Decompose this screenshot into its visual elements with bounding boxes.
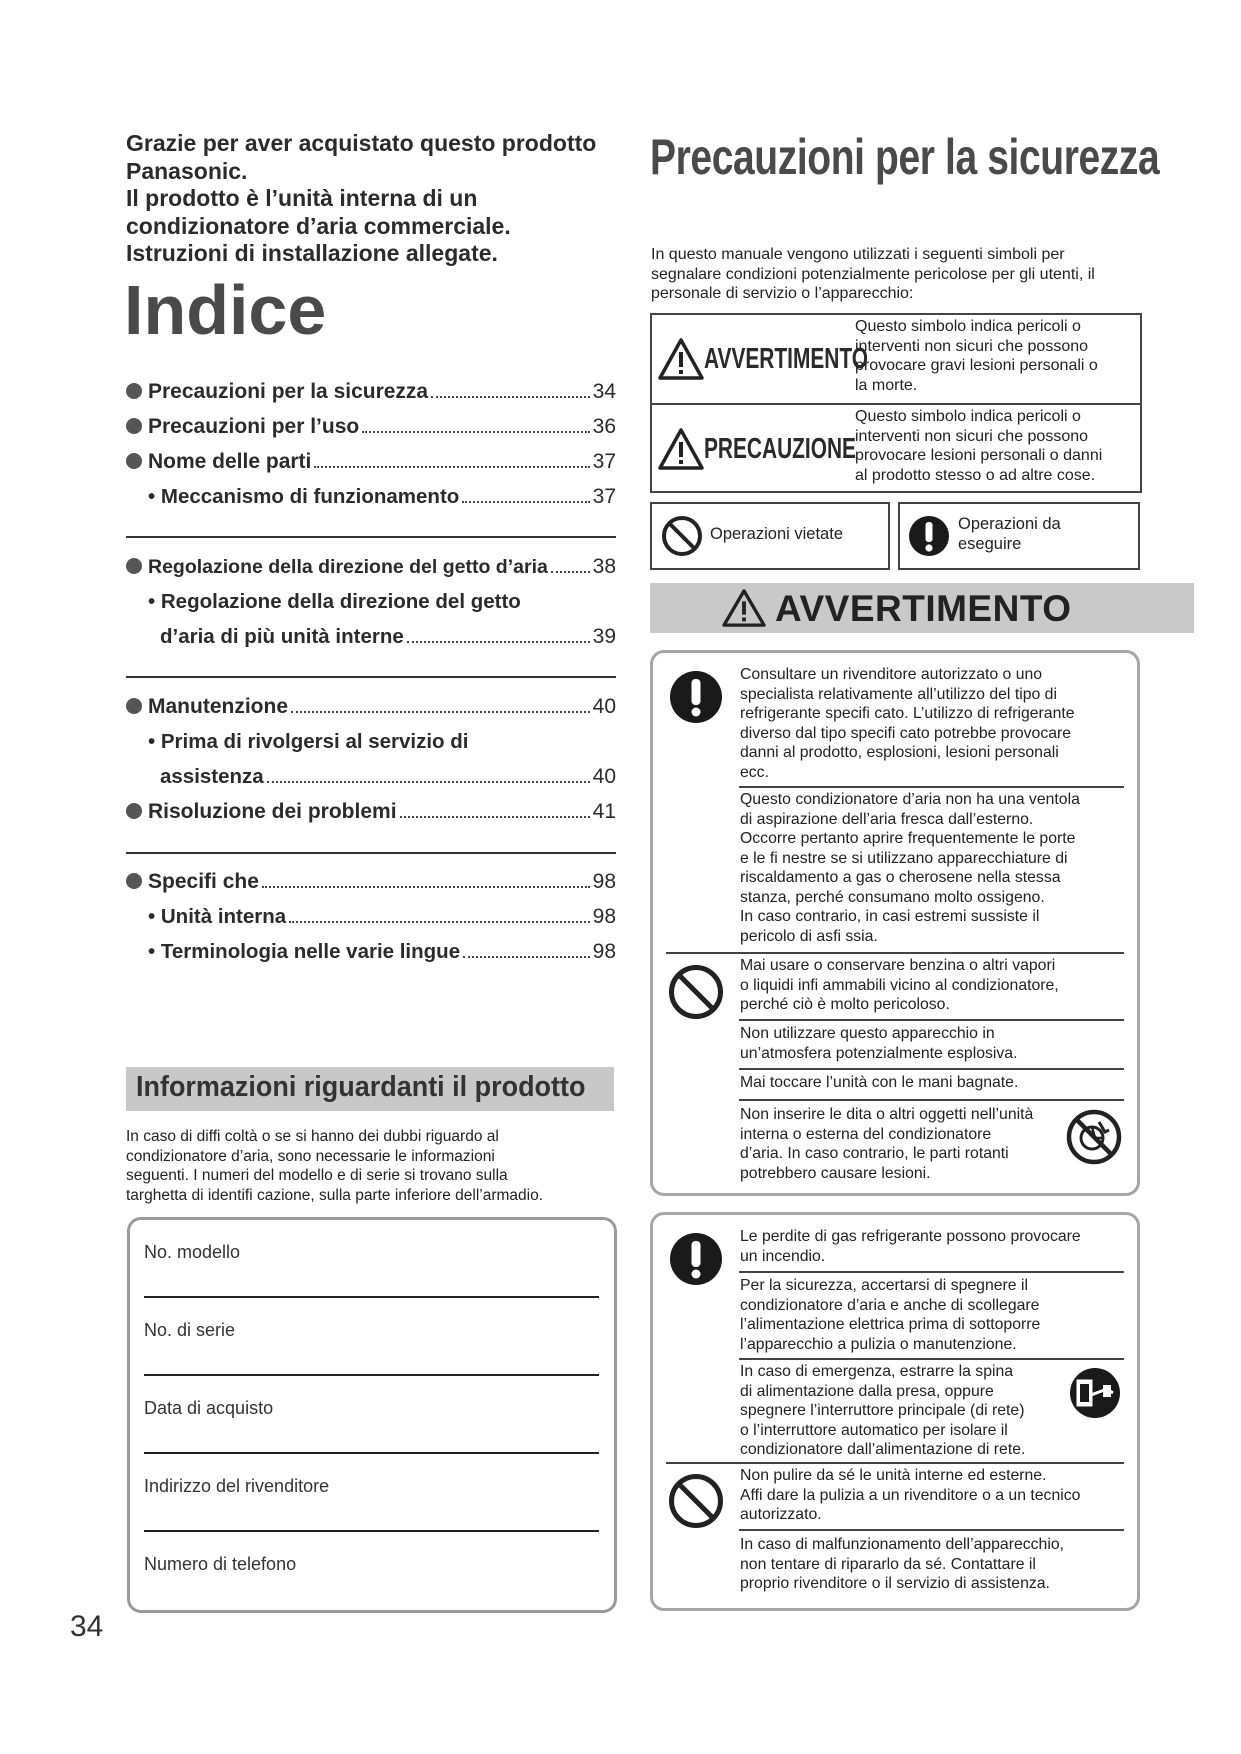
mandatory-label	[958, 515, 1061, 554]
unplug-icon	[1067, 1365, 1123, 1421]
item-line: danni al prodotto, esplosioni, lesioni personali	[740, 744, 1059, 761]
safety-intro	[651, 245, 1151, 304]
toc-leader	[462, 500, 589, 503]
prohibited-icon	[667, 963, 725, 1021]
warning-item	[740, 665, 1124, 782]
item-line: refrigerante specifi cato. L’utilizzo di refrigerante	[740, 705, 1075, 722]
warning-banner-label: AVVERTIMENTO	[775, 588, 1072, 629]
toc-entry-text: Manutenzione	[148, 695, 288, 718]
safety-intro-line: personale di servizio o l’apparecchio:	[651, 285, 914, 302]
item-line: non tentare di ripararlo da sé. Contattare il	[740, 1555, 1036, 1573]
toc-leader	[362, 430, 589, 433]
item-line: pericolo di asfi ssia.	[740, 927, 878, 945]
safety-intro-line: segnalare condizioni potenzialmente pericolose per gli utenti, il	[651, 265, 1095, 283]
item-line: spegnere l’interruttore principale (di rete)	[740, 1402, 1025, 1419]
prohibited-icon	[660, 514, 704, 558]
symbol-row-caution	[652, 403, 1140, 493]
toc-entry-page: 98	[592, 870, 616, 893]
warning-item	[740, 1227, 1124, 1266]
item-divider	[739, 1358, 1124, 1360]
product-info-text	[126, 1127, 621, 1205]
toc-entry-text: Risoluzione dei problemi	[148, 800, 397, 823]
intro-line: Grazie per aver acquistato questo prodotto	[126, 130, 597, 156]
toc-entry-page: 37	[592, 450, 616, 473]
item-line: interna o esterna del condizionatore	[740, 1125, 992, 1143]
toc-divider	[126, 676, 616, 678]
item-line: Mai toccare l’unità con le mani bagnate.	[740, 1074, 1019, 1091]
toc-entry-page: 98	[592, 905, 616, 928]
mandatory-icon	[907, 514, 951, 558]
toc-leader	[431, 395, 590, 398]
toc-subentry[interactable]	[126, 590, 616, 624]
serial-number-field[interactable]	[144, 1374, 599, 1376]
toc-leader	[289, 920, 589, 923]
toc-leader	[551, 570, 590, 573]
item-line: Le perdite di gas refrigerante possono provocare	[740, 1228, 1081, 1245]
product-info-header	[126, 1067, 614, 1111]
item-line: e le fi nestre se si utilizzano apparecchiature di	[740, 849, 1068, 867]
serial-number-label: No. di serie	[144, 1320, 236, 1340]
purchase-date-field[interactable]	[144, 1452, 599, 1454]
caution-label: PRECAUZIONE	[704, 433, 856, 465]
item-line: Non utilizzare questo apparecchio in	[740, 1025, 995, 1042]
warning-label: AVVERTIMENTO	[704, 343, 868, 375]
toc-entry-text: • Unità interna	[148, 905, 287, 928]
item-line: In caso di emergenza, estrarre la spina	[740, 1363, 1014, 1380]
item-line: potrebbero causare lesioni.	[740, 1164, 931, 1182]
toc-entry[interactable]	[126, 555, 616, 589]
warning-item	[740, 1024, 1124, 1063]
mandatory-legend	[898, 502, 1140, 570]
desc-line: al prodotto stesso o ad altre cose.	[855, 466, 1096, 484]
warning-item	[740, 1073, 1124, 1093]
toc-subentry[interactable]	[126, 730, 616, 764]
toc-entry-page: 98	[592, 940, 616, 963]
item-divider	[739, 1068, 1124, 1070]
item-line: Non inserire le dita o altri oggetti nell’unità	[740, 1106, 1034, 1123]
warning-description	[855, 317, 1138, 395]
mandatory-label-line: Operazioni da	[958, 515, 1061, 533]
symbol-legend-table	[650, 313, 1142, 493]
symbol-row-warning	[652, 315, 1140, 403]
item-line: l’alimentazione elettrica prima di sottoporre	[740, 1316, 1041, 1333]
warning-item	[740, 1535, 1124, 1594]
prohibited-legend	[650, 502, 890, 570]
prohibited-icon	[667, 1472, 725, 1530]
item-line: autorizzato.	[740, 1506, 822, 1523]
warning-symbol	[658, 335, 868, 385]
safety-title: Precauzioni per la sicurezza	[650, 129, 1160, 185]
toc-entry-page: 38	[592, 555, 616, 578]
desc-line: Questo simbolo indica pericoli o	[855, 318, 1081, 335]
toc-entry-page: 34	[592, 380, 616, 403]
toc-leader	[262, 885, 590, 888]
toc-entry[interactable]	[126, 695, 616, 729]
bullet-icon	[126, 873, 142, 889]
toc-entry-text: • Prima di rivolgersi al servizio di	[148, 730, 469, 753]
section-divider	[666, 952, 1124, 954]
product-info-title: Informazioni riguardanti il prodotto	[136, 1071, 586, 1103]
desc-line: provocare gravi lesioni personali o	[855, 357, 1098, 374]
toc-entry-page: 37	[592, 485, 616, 508]
toc-entry[interactable]	[126, 380, 616, 414]
intro-line: Istruzioni di installazione allegate.	[126, 240, 498, 266]
bullet-icon	[126, 558, 142, 574]
bullet-icon	[126, 418, 142, 434]
toc-subentry[interactable]	[126, 485, 616, 519]
toc-entry[interactable]	[126, 415, 616, 449]
item-line: riscaldamento a gas o cherosene nella stessa	[740, 869, 1061, 886]
item-line: In caso di malfunzionamento dell’apparecchio,	[740, 1536, 1065, 1553]
item-line: di aspirazione dell’aria fresca dall’esterno.	[740, 810, 1034, 828]
item-line: Occorre pertanto aprire frequentemente le porte	[740, 830, 1076, 847]
toc-leader	[314, 465, 589, 468]
item-line: o liquidi infi ammabili vicino al condizionatore,	[740, 976, 1059, 994]
page-number: 34	[70, 1610, 104, 1643]
item-divider	[739, 1099, 1124, 1101]
bullet-icon	[126, 453, 142, 469]
toc-leader	[400, 815, 590, 818]
item-line: ecc.	[740, 763, 769, 781]
toc-entry-page: 40	[592, 695, 616, 718]
intro-text	[126, 130, 626, 268]
desc-line: provocare lesioni personali o danni	[855, 447, 1103, 464]
item-line: l’apparecchio a pulizia o manutenzione.	[740, 1335, 1017, 1353]
toc-leader	[291, 710, 590, 713]
item-line: Non pulire da sé le unità interne ed esterne.	[740, 1467, 1047, 1484]
toc-entry-text: • Terminologia nelle varie lingue	[148, 940, 461, 963]
toc-leader	[407, 640, 590, 643]
item-divider	[739, 1271, 1124, 1273]
desc-line: interventi non sicuri che possono	[855, 427, 1089, 445]
prohibited-label: Operazioni vietate	[710, 525, 843, 543]
section-divider	[666, 1462, 1124, 1464]
warning-card-1	[650, 650, 1140, 1196]
toc-divider	[126, 536, 616, 538]
item-line: specialista relativamente all’utilizzo del tipo di	[740, 685, 1057, 703]
toc-entry-page: 40	[592, 765, 616, 788]
item-line: perché ciò è molto pericoloso.	[740, 996, 950, 1013]
item-divider	[739, 1019, 1124, 1021]
model-number-field[interactable]	[144, 1296, 599, 1298]
toc-entry-text: assistenza	[160, 765, 264, 788]
purchase-date-label: Data di acquisto	[144, 1398, 274, 1418]
toc-entry-page: 39	[592, 625, 616, 648]
toc-leader	[267, 780, 590, 783]
item-line: stanza, perché consumano molto ossigeno.	[740, 888, 1045, 906]
bullet-icon	[126, 803, 142, 819]
item-line: o l’interruttore automatico per isolare il	[740, 1421, 1008, 1439]
item-line: di alimentazione dalla presa, oppure	[740, 1382, 994, 1400]
toc-entry[interactable]	[126, 870, 616, 904]
intro-line: Panasonic.	[126, 157, 248, 184]
toc-subentry[interactable]	[126, 905, 616, 939]
toc-entry-text: Specifi che	[148, 870, 259, 893]
toc-entry-text: Nome delle parti	[148, 450, 312, 473]
phone-number-label: Numero di telefono	[144, 1554, 297, 1574]
toc-entry-text: • Regolazione della direzione del getto	[148, 590, 521, 613]
dealer-address-field[interactable]	[144, 1530, 599, 1532]
desc-line: Questo simbolo indica pericoli o	[855, 408, 1081, 425]
warning-triangle-icon	[722, 588, 766, 628]
item-line: un’atmosfera potenzialmente esplosiva.	[740, 1044, 1018, 1062]
toc-entry-text: Precauzioni per l’uso	[148, 415, 360, 438]
item-line: d’aria. In caso contrario, le parti rotanti	[740, 1145, 1009, 1162]
index-title: Indice	[124, 271, 327, 349]
item-line: un incendio.	[740, 1247, 826, 1265]
mandatory-icon	[668, 669, 724, 725]
item-line: Per la sicurezza, accertarsi di spegnere il	[740, 1277, 1028, 1294]
product-info-line: targhetta di identifi cazione, sulla parte inferiore dell’armadio.	[126, 1186, 544, 1204]
toc-entry[interactable]	[126, 800, 616, 834]
item-line: Affi dare la pulizia a un rivenditore o a un tecnico	[740, 1486, 1081, 1504]
toc-entry-text: d’aria di più unità interne	[160, 625, 404, 648]
toc-leader	[463, 955, 590, 958]
warning-triangle-icon	[658, 337, 704, 381]
item-line: Mai usare o conservare benzina o altri vapori	[740, 957, 1056, 974]
item-line: condizionatore dall’alimentazione di rete.	[740, 1441, 1026, 1458]
item-line: Consultare un rivenditore autorizzato o uno	[740, 666, 1043, 683]
toc-subentry[interactable]	[126, 765, 616, 799]
caution-description	[855, 407, 1138, 485]
warning-item	[740, 956, 1124, 1015]
safety-intro-line: In questo manuale vengono utilizzati i seguenti simboli per	[651, 246, 1065, 263]
item-divider	[739, 786, 1124, 788]
toc-entry-page: 41	[592, 800, 616, 823]
warning-item	[740, 790, 1124, 946]
toc-entry-text: • Meccanismo di funzionamento	[148, 485, 460, 508]
item-line: In caso contrario, in casi estremi sussiste il	[740, 908, 1040, 925]
product-info-line: seguenti. I numeri del modello e di serie si trovano sulla	[126, 1167, 508, 1184]
warning-banner	[650, 583, 1194, 633]
dealer-address-label: Indirizzo del rivenditore	[144, 1476, 330, 1496]
item-divider	[739, 1529, 1124, 1531]
toc-divider	[126, 852, 616, 854]
warning-card-2	[650, 1212, 1140, 1611]
item-line: diverso dal tipo specifi cato potrebbe provocare	[740, 724, 1072, 742]
toc-entry-text: Regolazione della direzione del getto d’aria	[148, 556, 548, 578]
bullet-icon	[126, 698, 142, 714]
bullet-icon	[126, 383, 142, 399]
product-info-line: In caso di diffi coltà o se si hanno dei dubbi riguardo al	[126, 1128, 499, 1145]
product-info-form	[127, 1217, 617, 1613]
model-number-label: No. modello	[144, 1242, 241, 1262]
item-line: Questo condizionatore d’aria non ha una ventola	[740, 791, 1080, 808]
warning-item	[740, 1466, 1124, 1525]
item-line: condizionatore d’aria e anche di scollegare	[740, 1296, 1040, 1314]
toc-subentry[interactable]	[126, 625, 616, 659]
item-line: proprio rivenditore o il servizio di assistenza.	[740, 1575, 1050, 1592]
mandatory-icon	[668, 1231, 724, 1287]
mandatory-label-line: eseguire	[958, 534, 1022, 553]
caution-triangle-icon	[658, 427, 704, 471]
desc-line: interventi non sicuri che possono	[855, 337, 1089, 355]
intro-line: condizionatore d’aria commerciale.	[126, 212, 511, 239]
toc-entry-text: Precauzioni per la sicurezza	[148, 380, 429, 403]
intro-line: Il prodotto è l’unità interna di un	[126, 185, 478, 211]
toc-entry[interactable]	[126, 450, 616, 484]
caution-symbol	[658, 425, 856, 475]
toc-subentry[interactable]	[126, 940, 616, 974]
product-info-line: condizionatore d’aria, sono necessarie le informazioni	[126, 1147, 495, 1165]
desc-line: la morte.	[855, 376, 918, 394]
toc-entry-page: 36	[592, 415, 616, 438]
no-fingers-icon	[1065, 1108, 1123, 1166]
warning-item	[740, 1276, 1124, 1354]
